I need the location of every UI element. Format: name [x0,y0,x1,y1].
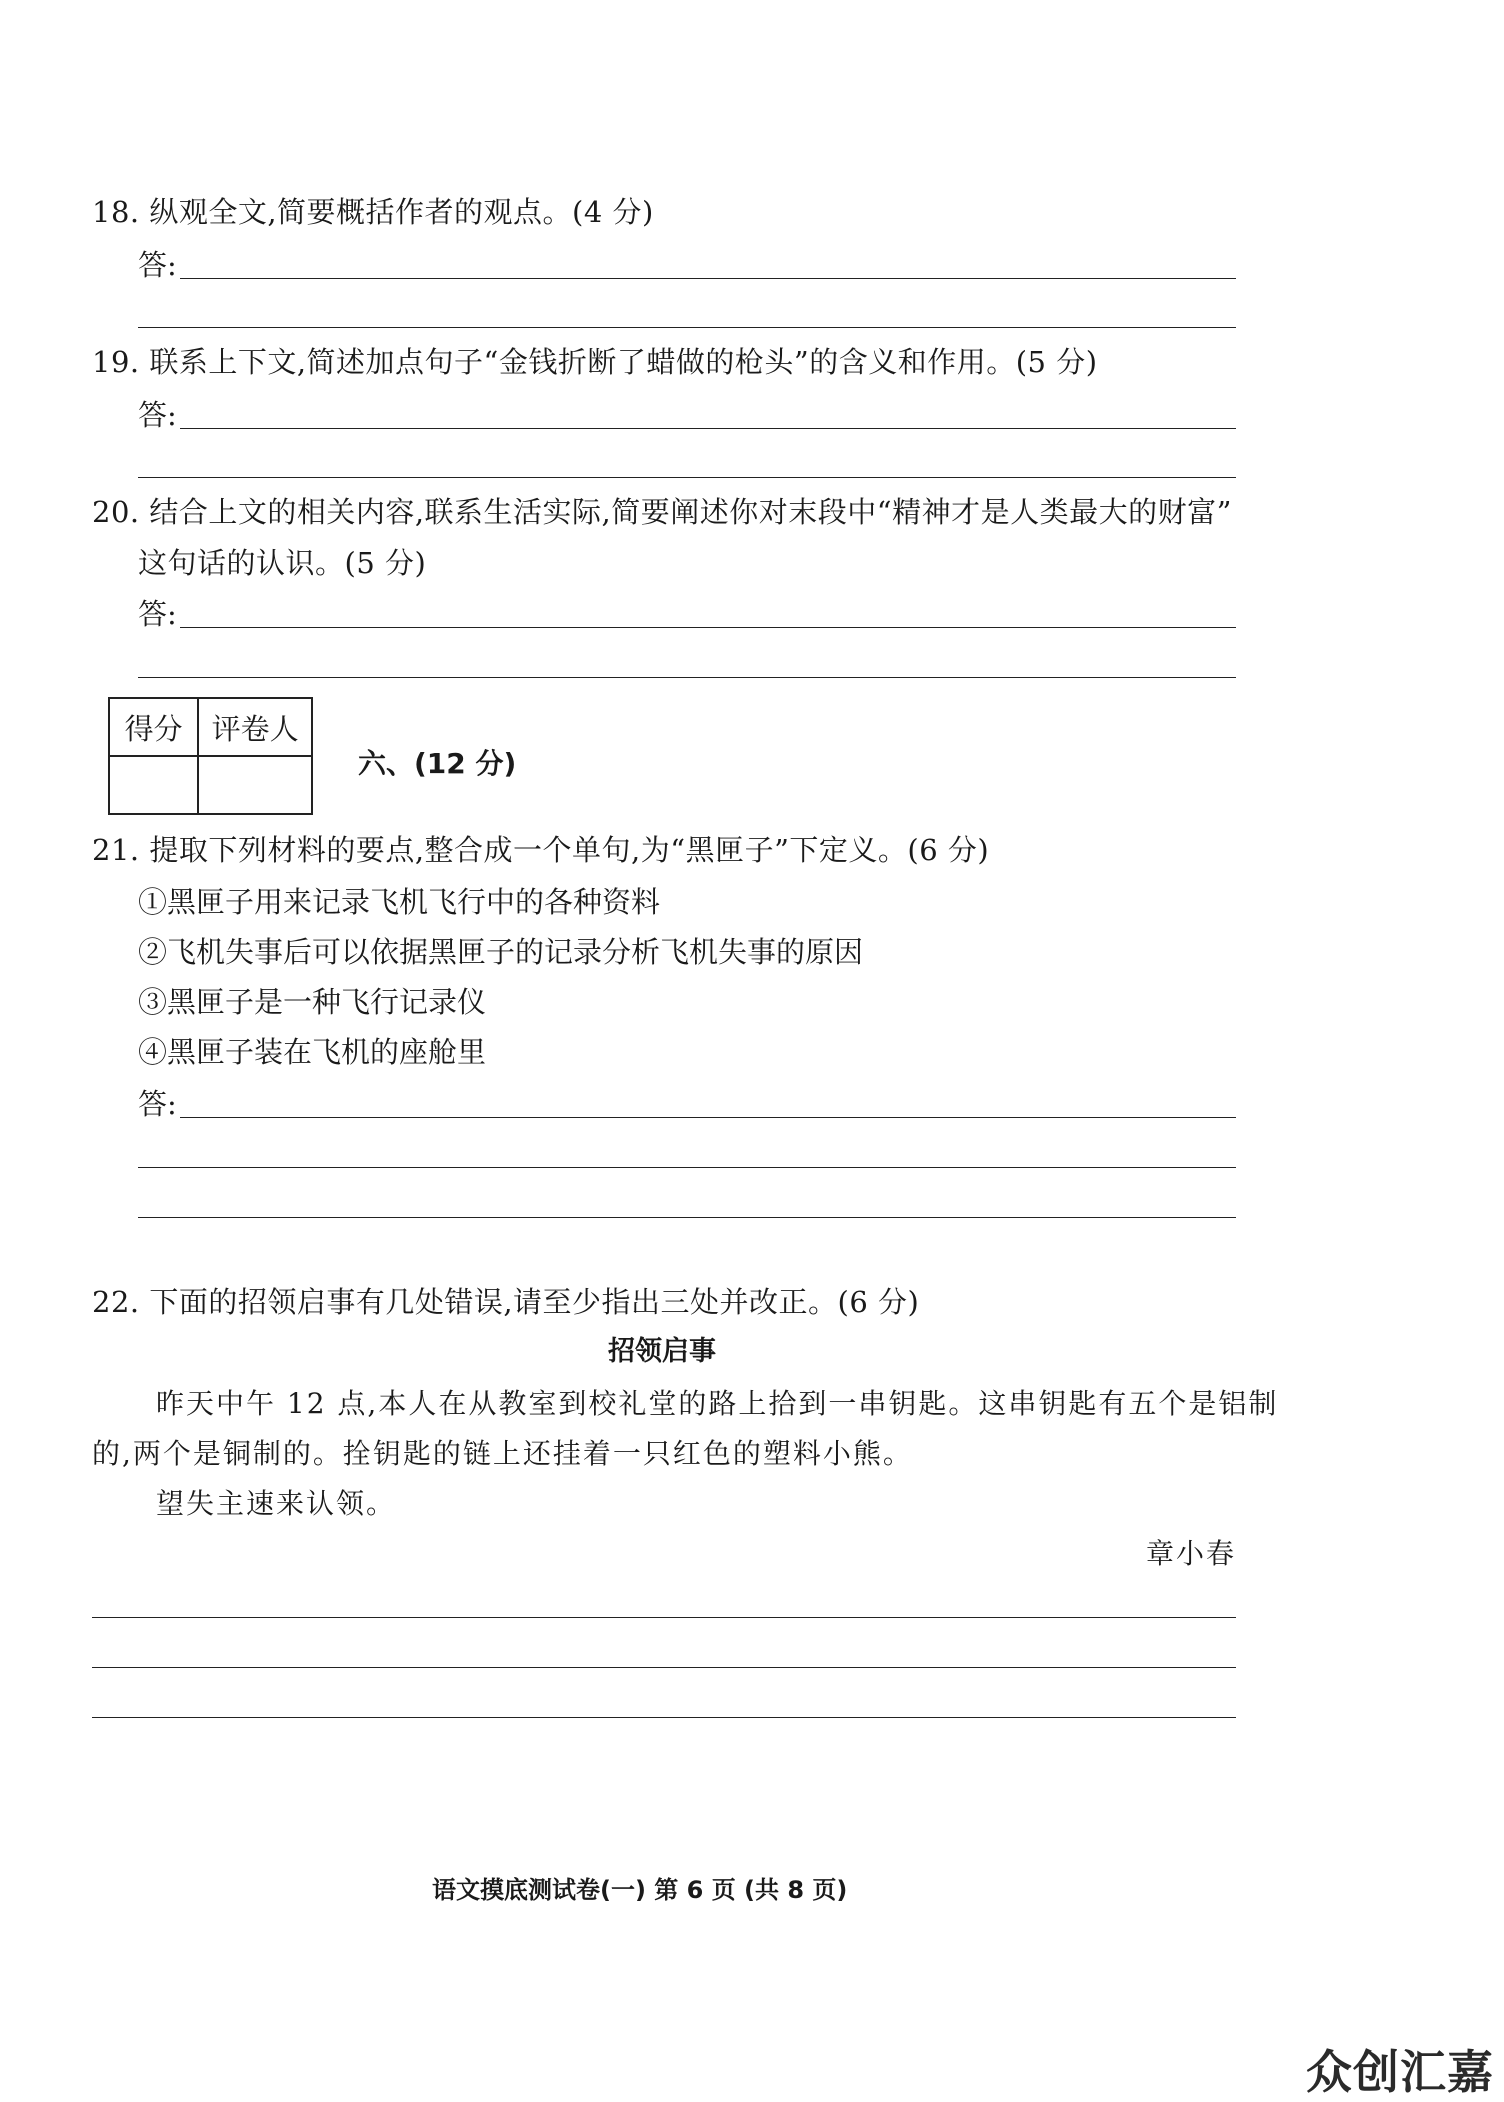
q21-item-4: ④黑匣子装在飞机的座舱里 [138,1035,487,1069]
answer-line-18-2[interactable] [138,327,1236,328]
page-footer: 语文摸底测试卷(一) 第 6 页 (共 8 页) [432,1876,848,1904]
answer-line-20-2[interactable] [138,677,1236,678]
answer-line-19-2[interactable] [138,477,1236,478]
score-cell[interactable] [109,756,198,814]
answer-line-18-1[interactable] [180,278,1236,279]
answer-line-22-3[interactable] [92,1717,1236,1718]
answer-label-20: 答: [138,597,177,631]
question-18: 18. 纵观全文,简要概括作者的观点。(4 分) [92,195,654,229]
answer-label-21: 答: [138,1087,177,1121]
answer-line-20-1[interactable] [180,627,1236,628]
q21-item-1: ①黑匣子用来记录飞机飞行中的各种资料 [138,885,661,919]
grader-header: 评卷人 [198,698,312,756]
answer-line-21-3[interactable] [138,1217,1236,1218]
section-title: 六、(12 分) [358,747,517,780]
question-21: 21. 提取下列材料的要点,整合成一个单句,为“黑匣子”下定义。(6 分) [92,833,990,867]
score-box [108,697,313,815]
notice-line-2: 的,两个是铜制的。拴钥匙的链上还挂着一只红色的塑料小熊。 [92,1437,913,1470]
answer-line-22-1[interactable] [92,1617,1236,1618]
question-19: 19. 联系上下文,简述加点句子“金钱折断了蜡做的枪头”的含义和作用。(5 分) [92,345,1098,379]
answer-line-21-1[interactable] [180,1117,1236,1118]
answer-line-21-2[interactable] [138,1167,1236,1168]
answer-label-19: 答: [138,398,177,432]
question-20-line-2: 这句话的认识。(5 分) [138,546,427,580]
answer-label-18: 答: [138,248,177,282]
q21-item-2: ②飞机失事后可以依据黑匣子的记录分析飞机失事的原因 [138,935,864,969]
answer-line-22-2[interactable] [92,1667,1236,1668]
notice-title: 招领启事 [608,1336,716,1367]
question-22: 22. 下面的招领启事有几处错误,请至少指出三处并改正。(6 分) [92,1285,920,1319]
question-20-line-1: 20. 结合上文的相关内容,联系生活实际,简要阐述你对末段中“精神才是人类最大的财富” [92,495,1232,529]
notice-line-1: 昨天中午 12 点,本人在从教室到校礼堂的路上拾到一串钥匙。这串钥匙有五个是铝制 [156,1387,1279,1420]
answer-line-19-1[interactable] [180,428,1236,429]
notice-line-3: 望失主速来认领。 [156,1487,397,1520]
score-header: 得分 [109,698,198,756]
watermark-logo: 众创汇嘉 [1306,2045,1494,2099]
notice-signature: 章小春 [1146,1537,1237,1570]
grader-cell[interactable] [198,756,312,814]
q21-item-3: ③黑匣子是一种飞行记录仪 [138,985,487,1019]
